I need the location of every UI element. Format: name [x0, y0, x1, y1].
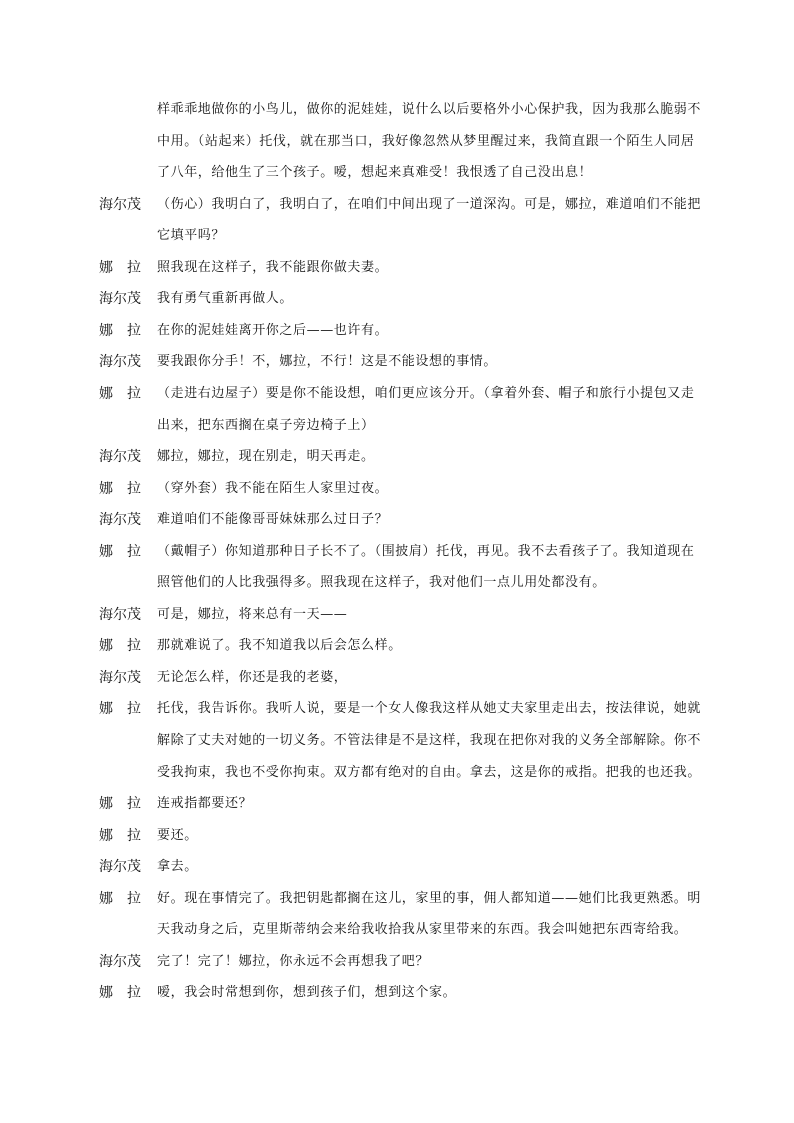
dialogue-line: 托伐，我告诉你。我听人说，要是一个女人像我这样从她丈夫家里走出去，按法律说，她就 — [157, 701, 702, 717]
dialogue-line: 出来，把东西搁在桌子旁边椅子上） — [157, 417, 375, 433]
dialogue-line: 照我现在这样子，我不能跟你做夫妻。 — [157, 259, 389, 275]
dialogue-line: 嗳，我会时常想到你，想到孩子们，想到这个家。 — [157, 985, 457, 1001]
dialogue-line: 连戒指都要还？ — [157, 796, 253, 812]
speaker-name: 海尔茂 — [99, 953, 141, 970]
speaker-name: 海尔茂 — [99, 512, 141, 529]
speaker-name: 娜拉 — [99, 827, 155, 844]
speaker-name: 娜拉 — [99, 985, 155, 1002]
speaker-name: 娜拉 — [99, 322, 155, 339]
speaker-name: 海尔茂 — [99, 354, 141, 371]
speaker-name: 娜拉 — [99, 259, 155, 276]
dialogue-line: （戴帽子）你知道那种日子长不了。（围披肩）托伐，再见。我不去看孩子了。我知道现在 — [157, 543, 695, 559]
dialogue-line: 它填平吗？ — [157, 228, 226, 244]
dialogue-line: 我有勇气重新再做人。 — [157, 291, 294, 307]
dialogue-line: 那就难说了。我不知道我以后会怎么样。 — [157, 638, 402, 654]
dialogue-line: 受我拘束，我也不受你拘束。双方都有绝对的自由。拿去，这是你的戒指。把我的也还我。 — [157, 764, 702, 780]
dialogue-line: 中用。（站起来）托伐，就在那当口，我好像忽然从梦里醒过来，我简直跟一个陌生人同居 — [157, 133, 695, 149]
dialogue-line: 拿去。 — [157, 859, 198, 875]
speaker-name: 娜拉 — [99, 701, 155, 718]
speaker-name: 海尔茂 — [99, 196, 141, 213]
speaker-name: 海尔茂 — [99, 606, 141, 623]
dialogue-line: 可是，娜拉，将来总有一天—— — [157, 606, 348, 622]
speaker-name: 娜拉 — [99, 638, 155, 655]
dialogue-line: 在你的泥娃娃离开你之后——也许有。 — [157, 322, 389, 338]
speaker-name: 海尔茂 — [99, 449, 141, 466]
speaker-name: 娜拉 — [99, 385, 155, 402]
speaker-name: 娜拉 — [99, 480, 155, 497]
speaker-name: 娜拉 — [99, 796, 155, 813]
dialogue-line: 照管他们的人比我强得多。照我现在这样子，我对他们一点儿用处都没有。 — [157, 575, 606, 591]
speaker-name: 娜拉 — [99, 890, 155, 907]
dialogue-line: 完了！完了！娜拉，你永远不会再想我了吧？ — [157, 953, 430, 969]
speaker-name: 海尔茂 — [99, 669, 141, 686]
dialogue-line: 解除了丈夫对她的一切义务。不管法律是不是这样，我现在把你对我的义务全部解除。你不 — [157, 733, 702, 748]
dialogue-line: 要还。 — [157, 827, 198, 843]
dialogue-line: 要我跟你分手！不，娜拉，不行！这是不能设想的事情。 — [157, 354, 498, 370]
speaker-name: 海尔茂 — [99, 859, 141, 876]
dialogue-line: 样乖乖地做你的小鸟儿，做你的泥娃娃，说什么以后要格外小心保护我，因为我那么脆弱不 — [157, 102, 702, 117]
dialogue-line: （穿外套）我不能在陌生人家里过夜。 — [157, 480, 389, 496]
dialogue-line: （伤心）我明白了，我明白了，在咱们中间出现了一道深沟。可是，娜拉，难道咱们不能把 — [157, 196, 702, 212]
dialogue-line: 好。现在事情完了。我把钥匙都搁在这儿，家里的事，佣人都知道——她们比我更熟悉。明 — [157, 890, 702, 906]
dialogue-line: 天我动身之后，克里斯蒂纳会来给我收拾我从家里带来的东西。我会叫她把东西寄给我。 — [157, 922, 688, 938]
dialogue-line: 无论怎么样，你还是我的老婆， — [157, 669, 348, 685]
dialogue-line: （走进右边屋子）要是你不能设想，咱们更应该分开。（拿着外套、帽子和旅行小提包又走 — [157, 385, 695, 401]
dialogue-line: 娜拉，娜拉，现在别走，明天再走。 — [157, 449, 375, 465]
dialogue-line: 了八年，给他生了三个孩子。嗳，想起来真难受！我恨透了自己没出息！ — [157, 165, 593, 181]
speaker-name: 娜拉 — [99, 543, 155, 560]
speaker-name: 海尔茂 — [99, 291, 141, 308]
dialogue-line: 难道咱们不能像哥哥妹妹那么过日子？ — [157, 512, 389, 528]
